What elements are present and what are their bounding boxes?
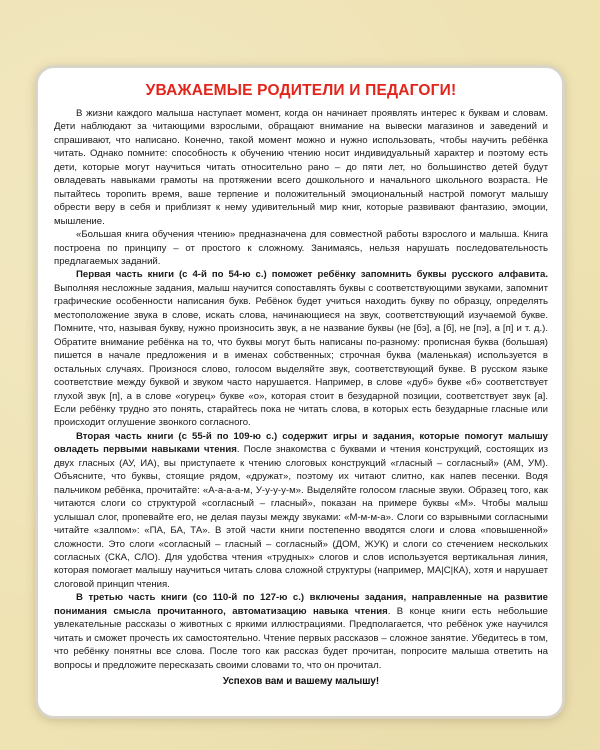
part2-paragraph (54, 430, 548, 591)
part1-paragraph (54, 268, 548, 429)
intro-paragraph: «Большая книга обучения чтению» предназначена для совместной работы взрослого и малыша. Книга построена по принципу – от простого к сложному. Занимаясь, нельзя нарушать последовательность предлагаемых заданий. (54, 229, 548, 267)
page-title: УВАЖАЕМЫЕ РОДИТЕЛИ И ПЕДАГОГИ! (145, 82, 457, 99)
part3-lead: В третью часть книги (со 110-й по 127-ю с.) включены задания, направленные на развитие понимания смысла прочитанного, автоматизацию навыка чтения (54, 592, 548, 617)
part3-paragraph (54, 591, 548, 672)
intro-paragraph: В жизни каждого малыша наступает момент, когда он начинает проявлять интерес к буквам и словам. Дети наблюдают за читающими взрослыми, обращают внимание на вывески магазинов и заведений и спрашивают, что написано. Конечно, такой момент можно и нужно использовать, чтобы научить ребёнка читать. Однако помните: способность к обучению чтению носит индивидуальный характер и поэтому есть дети, которые могут научиться читать относительно рано – до пяти лет, но большинство детей будут овладевать навыками грамоты на протяжении всего дошкольного и начального школьного возраста. Не пытайтесь торопить время, ваше терпение и положительный эмоциональный настрой помогут малышу обрести веру в себя и приблизят к нему удивительный мир книг, которые развивают фантазию, эмоции, мышление. (54, 108, 548, 227)
part1-text: Выполняя несложные задания, малыш научится сопоставлять буквы с соответствующими звуками, запомнит графические особенности написания букв. Ребёнок будет учиться находить букву по образцу, определять местоположение звука в слове, искать слова, начинающиеся на звук, соответствующий изучаемой букве. Помните, что, называя букву, нужно произносить звук, а не название буквы (не [бэ], а [б], не [пэ], а [п] и т. д.). Обратите внимание ребёнка на то, что буквы могут быть написаны по-разному: прописная буква (большая) пишется в начале предложения и в именах собственных; строчная буква (маленькая) используется в остальных случаях. Произнося слово, голосом выделяйте звук, соответствующий букве. В русском языке соответствие между буквой и звуком часто нарушается. Например, в слове «дуб» букве «б» соответствует глухой звук [п], а в слове «огурец» букве «о», которая стоит в безударной позиции, соответствует звук [а]. Если ребёнку трудно это понять, старайтесь пока не читать слова, в которых есть безударные гласные или происходит оглушение звонкого согласного. (54, 282, 548, 429)
content-panel (38, 68, 562, 716)
part2-lead: Вторая часть книги (с 55-й по 109-ю с.) содержит игры и задания, которые помогут малышу овладеть первыми навыками чтения (54, 430, 548, 456)
part1-lead: Первая часть книги (с 4-й по 54-ю с.) поможет ребёнку запомнить буквы русского алфавита. (76, 269, 548, 281)
closing-line: Успехов вам и вашему малышу! (222, 676, 380, 688)
part2-text: . После знакомства с буквами и чтения конструкций, состоящих из двух гласных (АУ, ИА), вы приступаете к чтению слоговых конструкций «гласный – согласный» (АМ, УМ). Объясните, что буквы, стоящие рядом, «дружат», поэтому их читают слитно, как напев песенки. Водя пальчиком ребёнка, прочитайте: «А-а-а-а-м, У-у-у-у-м». Выделяйте голосом гласные звуки. Образец того, как читаются слоги со структурой «согласный – гласный», показан на примере буквы «М». Чтобы малыш услышал слог, пропевайте его, не делая паузы между звуками: «М-м-м-а». Слоги со взрывными согласными читайте «залпом»: «ПА, БА, ТА». В этой части книги постепенно вводятся слоги и слова «повышенной» сложности. Это слоги «согласный – гласный – согласный» (ДОМ, ЖУК) и слоги со стечением нескольких согласных (СКА, СЛО). Для удобства чтения «трудных» слогов и слов используется вертикальная линия, которая помогает малышу научиться читать слова сложной структуры (например, МА|С|КА), хотя и нарушает слоговой принцип чтения. (54, 444, 548, 590)
article-body (54, 107, 548, 672)
part3-text: . В конце книги есть небольшие увлекательные рассказы о животных с яркими иллюстрациями. Предполагается, что ребёнок уже научился читать и сможет прочесть их самостоятельно. Чтение первых рассказов – сложное занятие. Убедитесь в том, что ребёнку понятны все слова. После того как рассказ будет прочитан, попросите малыша ответить на вопросы и предложите пересказать своими словами то, что он прочитал. (54, 605, 548, 671)
